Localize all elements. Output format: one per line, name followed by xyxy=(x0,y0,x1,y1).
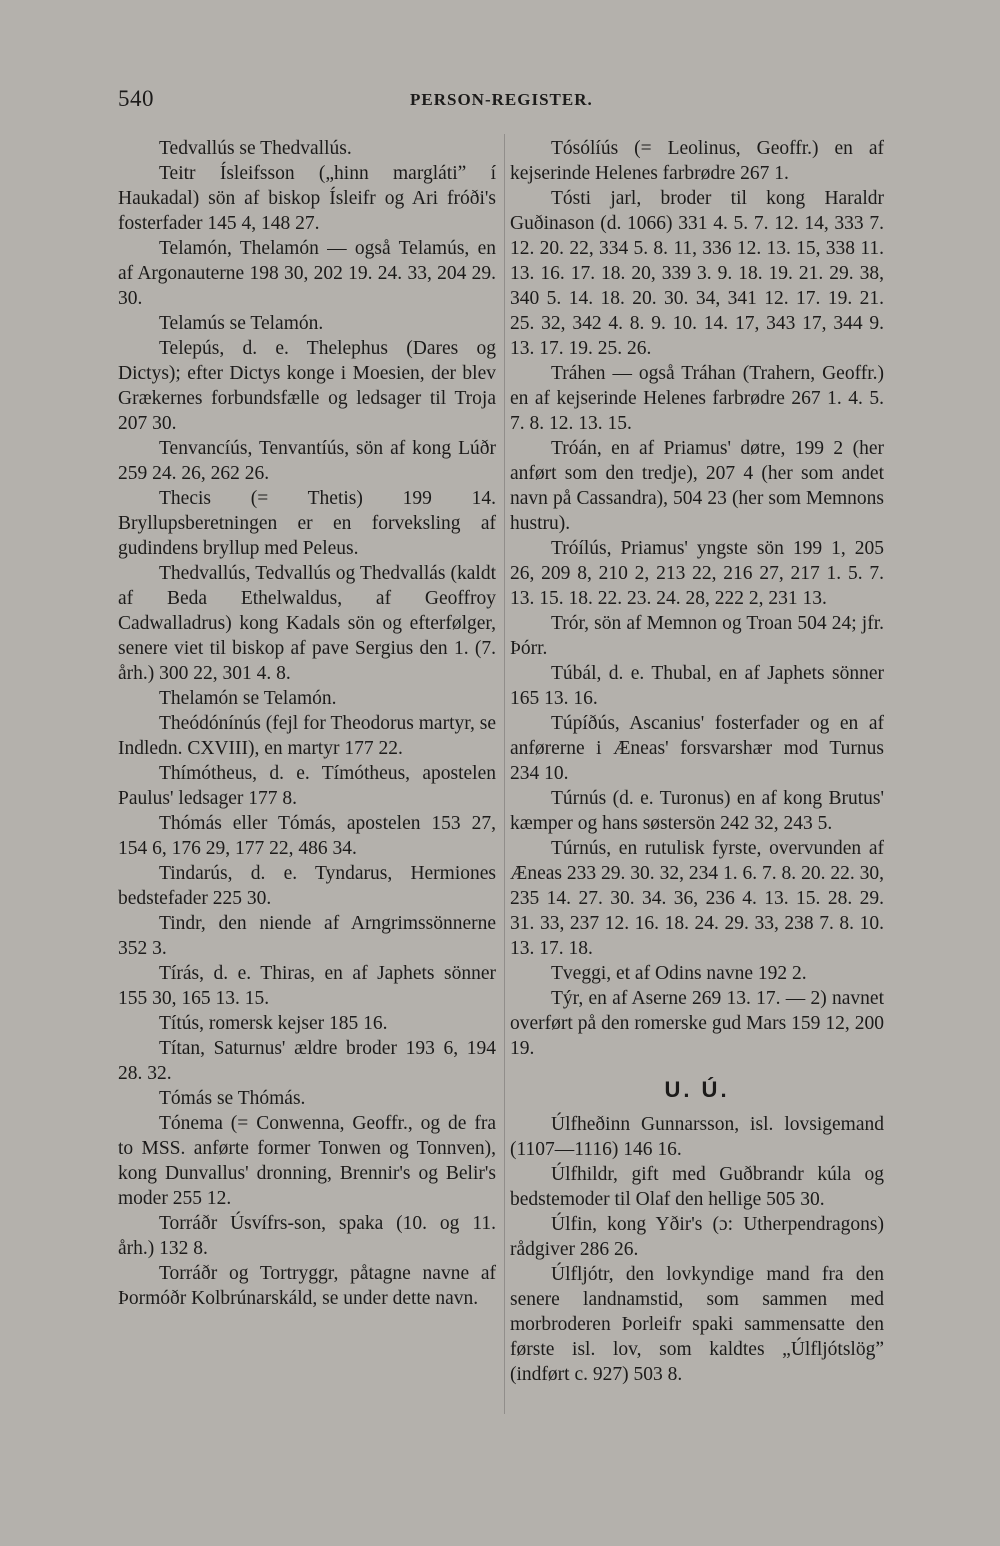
index-entry: Týr, en af Aserne 269 13. 17. — 2) navnet overført på den romerske gud Mars 159 12, 200 19. xyxy=(510,988,884,1059)
index-entry: Thedvallús, Tedvallús og Thedvallás (kaldt af Beda Ethelwaldus, af Geoffroy Cadwalladrus) kong Kadals sön og efterfølger, senere viet til biskop af pave Sergius den 1. (7. årh.) 300 22, 301 4. 8. xyxy=(118,563,496,684)
index-entry: Thelamón se Telamón. xyxy=(159,688,337,709)
index-entry: Tráhen — også Tráhan (Trahern, Geoffr.) en af kejserinde Helenes farbrødre 267 1. 4. 5. 7. 8. 12. 13. 15. xyxy=(510,363,884,434)
right-column xyxy=(510,136,884,1387)
index-entry: Úlfheðinn Gunnarsson, isl. lovsigemand (1107—1116) 146 16. xyxy=(510,1114,884,1160)
index-entry: Tróán, en af Priamus' døtre, 199 2 (her anført som den tredje), 207 4 (her som andet navn på Cassandra), 504 23 (her som Memnons hustru). xyxy=(510,438,884,534)
index-entry: Tírás, d. e. Thiras, en af Japhets sönner 155 30, 165 13. 15. xyxy=(118,963,496,1009)
index-entry: Túpíðús, Ascanius' fosterfader og en af anførerne i Æneas' forsvarshær mod Turnus 234 10. xyxy=(510,713,884,784)
index-entry: Úlfhildr, gift med Guðbrandr kúla og bedstemoder til Olaf den hellige 505 30. xyxy=(510,1164,884,1210)
index-entry: Tónema (= Conwenna, Geoffr., og de fra to MSS. anførte former Tonwen og Tonnven), kong Dunvallus' dronning, Brennir's og Belir's moder 255 12. xyxy=(118,1113,496,1209)
left-column xyxy=(118,136,496,1311)
index-entry: Tómás se Thómás. xyxy=(159,1088,306,1109)
index-entry: Trór, sön af Memnon og Troan 504 24; jfr. Þórr. xyxy=(510,613,884,659)
index-entry: Úlfin, kong Yðir's (ɔ: Utherpendragons) rådgiver 286 26. xyxy=(510,1214,884,1260)
index-entry: Tindr, den niende af Arngrimssönnerne 352 3. xyxy=(118,913,496,959)
index-entry: Teitr Ísleifsson („hinn marglátiˮ í Haukadal) sön af biskop Ísleifr og Ari fróði's fosterfader 145 4, 148 27. xyxy=(118,163,496,234)
section-heading: U. Ú. xyxy=(664,1077,730,1102)
index-entry: Tósti jarl, broder til kong Haraldr Guðinason (d. 1066) 331 4. 5. 7. 12. 14, 333 7. 12. 20. 22, 334 5. 8. 11, 336 12. 13. 15, 338 11. 13. 16. 17. 18. 20, 339 3. 9. 18. 19. 21. 29. 38, 340 5. 14. 18. 20. 30. 34, 341 12. 17. 19. 21. 25. 32, 342 4. 8. 9. 10. 14. 17, 343 17, 344 9. 13. 17. 19. 25. 26. xyxy=(510,188,884,359)
index-entry: Túrnús (d. e. Turonus) en af kong Brutus' kæmper og hans søstersön 242 32, 243 5. xyxy=(510,788,884,834)
index-entry: Torráðr Úsvífrs-son, spaka (10. og 11. årh.) 132 8. xyxy=(118,1213,496,1259)
index-entry: Tedvallús se Thedvallús. xyxy=(159,138,352,159)
index-entry: Túrnús, en rutulisk fyrste, overvunden af Æneas 233 29. 30. 32, 234 1. 6. 7. 8. 20. 22. 30, 235 14. 27. 30. 34. 36, 236 4. 13. 15. 28. 29. 31. 33, 237 12. 16. 18. 24. 29. 33, 238 7. 8. 10. 13. 17. 18. xyxy=(510,838,884,959)
index-entry: Thímótheus, d. e. Tímótheus, apostelen Paulus' ledsager 177 8. xyxy=(118,763,496,809)
index-entry: Telamón, Thelamón — også Telamús, en af Argonauterne 198 30, 202 19. 24. 33, 204 29. 30. xyxy=(118,238,496,309)
index-entry: Theódónínús (fejl for Theodorus martyr, se Indledn. CXVIII), en martyr 177 22. xyxy=(118,713,496,759)
index-entry: Tróílús, Priamus' yngste sön 199 1, 205 26, 209 8, 210 2, 213 22, 216 27, 217 1. 5. 7. 13. 15. 18. 22. 23. 24. 28, 222 2, 231 13. xyxy=(510,538,884,609)
index-entry: Tenvancíús, Tenvantíús, sön af kong Lúðr 259 24. 26, 262 26. xyxy=(118,438,496,484)
index-entry: Thecis (= Thetis) 199 14. Bryllupsberetningen er en forveksling af gudindens bryllup med Peleus. xyxy=(118,488,496,559)
index-entry: Títan, Saturnus' ældre broder 193 6, 194 28. 32. xyxy=(118,1038,496,1084)
index-entry: Telepús, d. e. Thelephus (Dares og Dictys); efter Dictys konge i Moesien, der blev Grækernes forbundsfælle og ledsager til Troja 207 30. xyxy=(118,338,496,434)
index-entry: Túbál, d. e. Thubal, en af Japhets sönner 165 13. 16. xyxy=(510,663,884,709)
column-divider xyxy=(504,134,505,1414)
index-entry: Telamús se Telamón. xyxy=(159,313,324,334)
index-entry: Tósólíús (= Leolinus, Geoffr.) en af kejserinde Helenes farbrødre 267 1. xyxy=(510,138,884,184)
index-entry: Tveggi, et af Odins navne 192 2. xyxy=(551,963,807,984)
running-title: PERSON-REGISTER. xyxy=(410,90,593,109)
index-entry: Torráðr og Tortryggr, påtagne navne af Þormóðr Kolbrúnarskáld, se under dette navn. xyxy=(118,1263,496,1309)
index-entry: Thómás eller Tómás, apostelen 153 27, 154 6, 176 29, 177 22, 486 34. xyxy=(118,813,496,859)
page-number: 540 xyxy=(118,86,154,111)
index-entry: Úlfljótr, den lovkyndige mand fra den senere landnamstid, som sammen med morbroderen Þorleifr spaki sammensatte den første isl. lov, som kaldtes „Úlfljótslögˮ (indført c. 927) 503 8. xyxy=(510,1264,884,1385)
index-entry: Títús, romersk kejser 185 16. xyxy=(159,1013,388,1034)
index-entry: Tindarús, d. e. Tyndarus, Hermiones bedstefader 225 30. xyxy=(118,863,496,909)
